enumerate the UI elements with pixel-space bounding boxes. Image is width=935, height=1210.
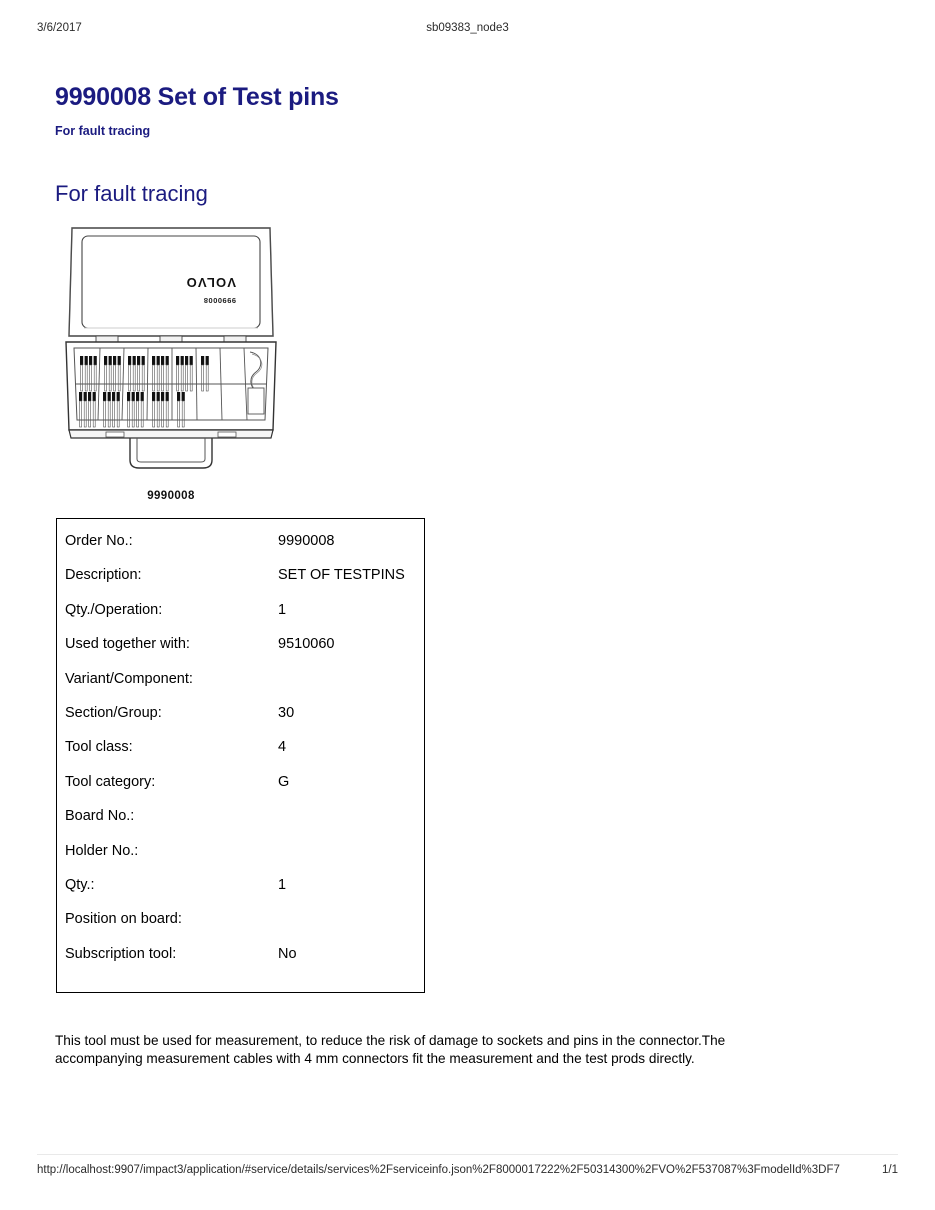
lid-part-number-text: 9990008 — [203, 296, 236, 305]
table-row — [57, 636, 424, 670]
table-row — [57, 877, 424, 911]
print-node-id: sb09383_node3 — [426, 22, 509, 34]
table-row — [57, 567, 424, 601]
spec-label: Position on board: — [65, 911, 182, 928]
spec-value: 4 — [278, 739, 287, 756]
table-row — [57, 602, 424, 636]
spec-label: Qty.: — [65, 876, 95, 893]
spec-value: 9990008 — [278, 533, 335, 549]
spec-label: Qty./Operation: — [65, 601, 163, 618]
print-date: 3/6/2017 — [37, 22, 82, 34]
page-title: 9990008 Set of Test pins — [55, 82, 339, 111]
figure-caption: 9990008 — [147, 490, 195, 502]
spec-value: 1 — [278, 601, 287, 618]
section-heading: For fault tracing — [55, 181, 208, 207]
print-footer — [0, 1162, 935, 1182]
spec-value: 1 — [278, 876, 287, 893]
spec-label: Board No.: — [65, 808, 135, 825]
tool-description-paragraph: This tool must be used for measurement, to reduce the risk of damage to sockets and pins in the connector.The accompanying measurement cables with 4 mm connectors fit the measurement and the test prods directly. — [55, 1033, 726, 1066]
tool-specification-table — [56, 518, 425, 993]
table-row — [57, 946, 424, 980]
footer-page-number: 1/1 — [882, 1164, 898, 1176]
table-row — [57, 533, 424, 567]
table-row — [57, 671, 424, 705]
spec-value: No — [278, 945, 297, 962]
table-row — [57, 774, 424, 808]
spec-label: Used together with: — [65, 636, 190, 653]
tool-case-illustration — [60, 216, 282, 482]
table-row — [57, 911, 424, 945]
spec-value: 9510060 — [278, 636, 335, 653]
table-row — [57, 843, 424, 877]
spec-value: 30 — [278, 704, 295, 721]
spec-label: Holder No.: — [65, 842, 139, 859]
footer-url: http://localhost:9907/impact3/application/#service/details/services%2Fserviceinfo.json%2F8000017222%2F50314300%2FVO%2F537087%3FmodelId%3DF7 — [37, 1164, 840, 1176]
spec-label: Description: — [65, 567, 142, 584]
spec-value: G — [278, 773, 290, 790]
spec-label: Variant/Component: — [65, 670, 193, 687]
tool-figure — [60, 216, 292, 502]
lid-brand-text: VOLVO — [185, 275, 236, 290]
spec-label: Tool category: — [65, 773, 156, 790]
spec-label: Tool class: — [65, 739, 133, 756]
footer-divider — [37, 1154, 898, 1155]
spec-label: Section/Group: — [65, 704, 162, 721]
spec-label: Subscription tool: — [65, 945, 177, 962]
table-row — [57, 739, 424, 773]
table-row — [57, 705, 424, 739]
table-row — [57, 808, 424, 842]
spec-value: SET OF TESTPINS — [278, 567, 405, 584]
print-header — [0, 22, 935, 38]
spec-label: Order No.: — [65, 533, 133, 549]
page-subtitle: For fault tracing — [55, 124, 151, 138]
